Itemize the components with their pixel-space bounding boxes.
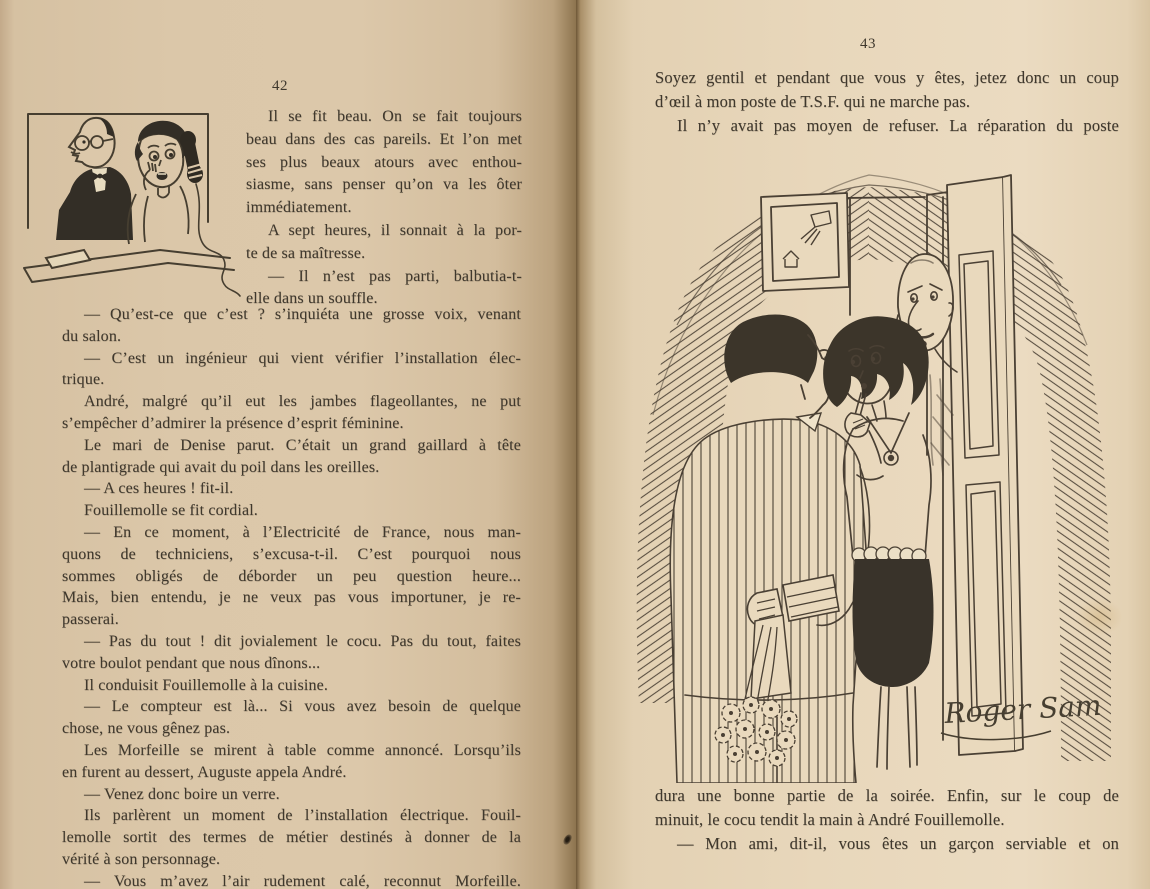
telephone-cord bbox=[196, 184, 240, 296]
text-line: Mais, bien entendu, je ne veux pas vous importuner, je re- bbox=[62, 589, 521, 607]
paper-stain bbox=[1075, 598, 1123, 636]
text-line: dura une bonne partie de la soirée. Enfin, sur le coup de bbox=[655, 786, 1119, 805]
text-line: ses plus beaux atours avec enthou- bbox=[246, 153, 522, 171]
text-line: te de sa maîtresse. bbox=[246, 244, 366, 262]
doorway-cartoon-svg bbox=[625, 155, 1125, 783]
text-line: minuit, le cocu tendit la main à André Fouillemolle. bbox=[655, 810, 1005, 829]
text-line: trique. bbox=[62, 371, 105, 389]
text-line: quons de techniciens, s’excusa-t-il. C’est pourquoi nous bbox=[62, 545, 521, 563]
ink-speck bbox=[562, 833, 573, 846]
text-line: Ils parlèrent un moment de l’installation électrique. Fouil- bbox=[84, 807, 521, 825]
text-line: Soyez gentil et pendant que vous y êtes, jetez donc un coup bbox=[655, 68, 1119, 87]
text-line: passerai. bbox=[62, 611, 119, 629]
page-number: 42 bbox=[272, 78, 288, 94]
text-line: André, malgré qu’il eut les jambes flageollantes, ne put bbox=[84, 393, 521, 411]
text-line: Le mari de Denise parut. C’était un grand gaillard à tête bbox=[84, 436, 521, 454]
text-line: A sept heures, il sonnait à la por- bbox=[268, 221, 522, 239]
phone-cartoon-svg bbox=[12, 98, 244, 300]
text-line: — Venez donc boire un verre. bbox=[84, 785, 280, 803]
text-line: — Qu’est-ce que c’est ? s’inquiéta une grosse voix, venant bbox=[84, 306, 521, 323]
text-line: beau dans des cas pareils. Et l’on met bbox=[246, 130, 522, 148]
text-line: vérité à son personnage. bbox=[62, 850, 221, 868]
man-with-glasses bbox=[56, 118, 133, 240]
text-line: Les Morfeille se mirent à table comme annoncé. Lorsqu’ils bbox=[84, 741, 521, 759]
page-43 bbox=[576, 0, 1150, 889]
text-line: — Pas du tout ! dit jovialement le cocu. Pas du tout, faites bbox=[84, 632, 521, 650]
text-line: — Mon ami, dit-il, vous êtes un garçon serviable et on bbox=[677, 834, 1119, 853]
text-line: Il se fit beau. On se fait toujours bbox=[268, 108, 522, 125]
text-line: du salon. bbox=[62, 327, 122, 345]
text-line: en furent au dessert, Auguste appela André. bbox=[62, 763, 347, 781]
signature-text: Roger Sam bbox=[943, 688, 1103, 730]
woman-on-phone bbox=[128, 121, 203, 244]
text-line: — En ce moment, à l’Electricité de France, nous man- bbox=[84, 523, 521, 541]
text-line: d’œil à mon poste de T.S.F. qui ne marche pas. bbox=[655, 92, 971, 111]
doorway-illustration bbox=[625, 155, 1125, 783]
picture-frame bbox=[761, 193, 849, 291]
text-line: lemolle sortit des termes de métier destinés à donner de la bbox=[62, 829, 521, 847]
text-line: — A ces heures ! fit-il. bbox=[84, 480, 234, 498]
text-line: — Il n’est pas parti, balbutia-t- bbox=[268, 267, 522, 285]
page-number: 43 bbox=[860, 36, 876, 52]
text-line: immédiatement. bbox=[246, 199, 352, 217]
text-line: elle dans un souffle. bbox=[246, 290, 378, 308]
text-line: Fouillemolle se fit cordial. bbox=[84, 502, 258, 520]
left-page-text bbox=[62, 304, 521, 889]
legs bbox=[877, 687, 917, 769]
text-line: — C’est un ingénieur qui vient vérifier l’installation élec- bbox=[84, 349, 521, 367]
left-page-wrapped-text bbox=[246, 106, 522, 311]
text-line: — Le compteur est là... Si vous avez besoin de quelque bbox=[84, 698, 521, 716]
text-line: sommes obligés de déborder un peu question heure... bbox=[62, 567, 521, 585]
shh-hand bbox=[845, 413, 870, 437]
text-line: votre boulot pendant que nous dînons... bbox=[62, 654, 321, 672]
black-skirt bbox=[853, 559, 934, 687]
text-line: s’empêcher d’admirer la présence d’esprit féminine. bbox=[62, 414, 404, 432]
text-line: — Vous m’avez l’air rudement calé, reconnut Morfeille. bbox=[84, 872, 521, 889]
right-page-top-text bbox=[655, 66, 1119, 138]
open-door bbox=[947, 175, 1023, 755]
text-line: siasme, sans penser qu’on va les ôter bbox=[246, 176, 522, 194]
text-line: de plantigrade qui avait du poil dans les oreilles. bbox=[62, 458, 380, 476]
text-line: Il n’y avait pas moyen de refuser. La réparation du poste bbox=[677, 116, 1119, 135]
phone-call-illustration bbox=[12, 98, 244, 300]
text-line: Il conduisit Fouillemolle à la cuisine. bbox=[84, 676, 329, 694]
text-line: chose, ne vous gênez pas. bbox=[62, 720, 231, 738]
right-page-bottom-text bbox=[655, 784, 1119, 856]
